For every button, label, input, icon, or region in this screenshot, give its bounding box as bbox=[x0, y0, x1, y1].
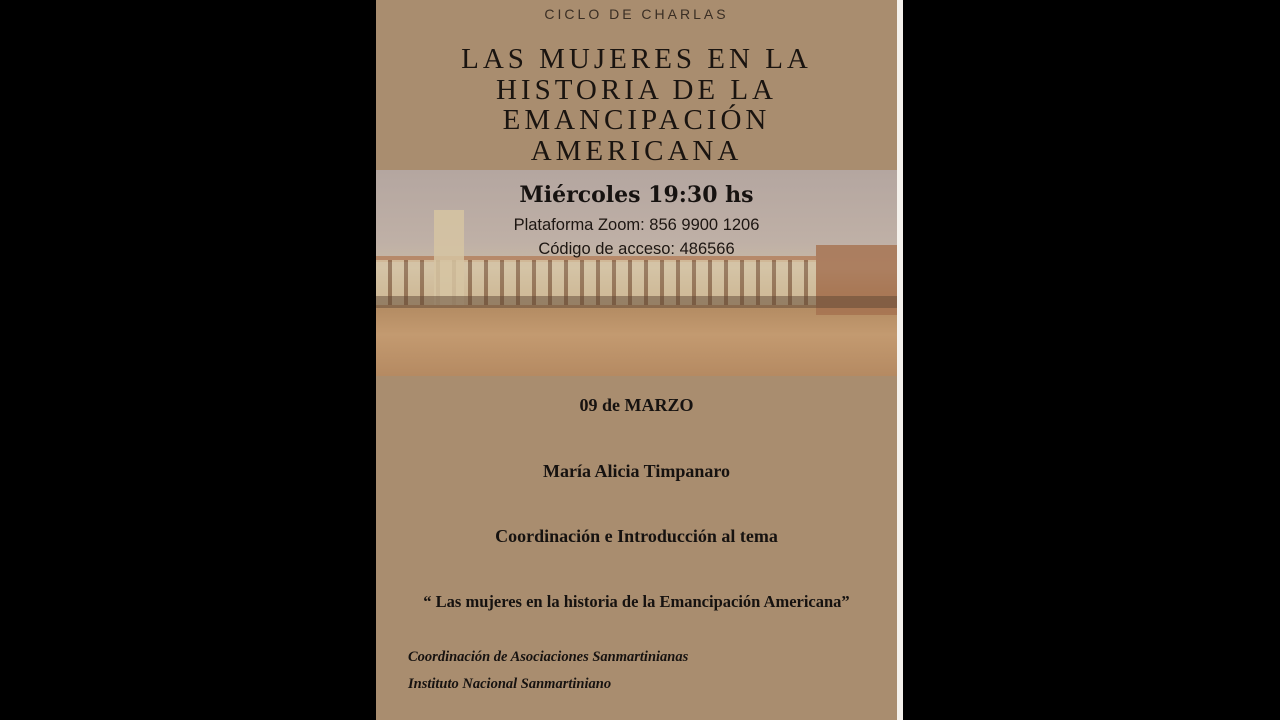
crowd bbox=[376, 296, 897, 308]
schedule: Miércoles 19:30 hs bbox=[519, 182, 754, 208]
organizer: Coordinación de Asociaciones Sanmartinianas bbox=[408, 649, 689, 665]
speaker-role: Coordinación e Introducción al tema bbox=[495, 526, 778, 546]
organizer: Instituto Nacional Sanmartiniano bbox=[408, 676, 612, 692]
page-edge bbox=[897, 0, 903, 720]
series-label: CICLO DE CHARLAS bbox=[544, 6, 729, 22]
talk-title: “ Las mujeres en la historia de la Emancipación Americana” bbox=[423, 592, 850, 611]
zoom-platform-id: Plataforma Zoom: 856 9900 1206 bbox=[513, 216, 760, 234]
event-poster bbox=[376, 0, 897, 720]
title-line: AMERICANA bbox=[530, 134, 743, 167]
historic-plaza-painting bbox=[376, 170, 897, 376]
title-line: EMANCIPACIÓN bbox=[502, 104, 771, 136]
event-date: 09 de MARZO bbox=[579, 395, 694, 415]
poster-title bbox=[376, 44, 897, 166]
title-line: LAS MUJERES EN LA bbox=[461, 43, 812, 75]
speaker-name: María Alicia Timpanaro bbox=[542, 461, 730, 481]
title-line: HISTORIA DE LA bbox=[495, 73, 778, 106]
access-code: Código de acceso: 486566 bbox=[538, 240, 735, 258]
